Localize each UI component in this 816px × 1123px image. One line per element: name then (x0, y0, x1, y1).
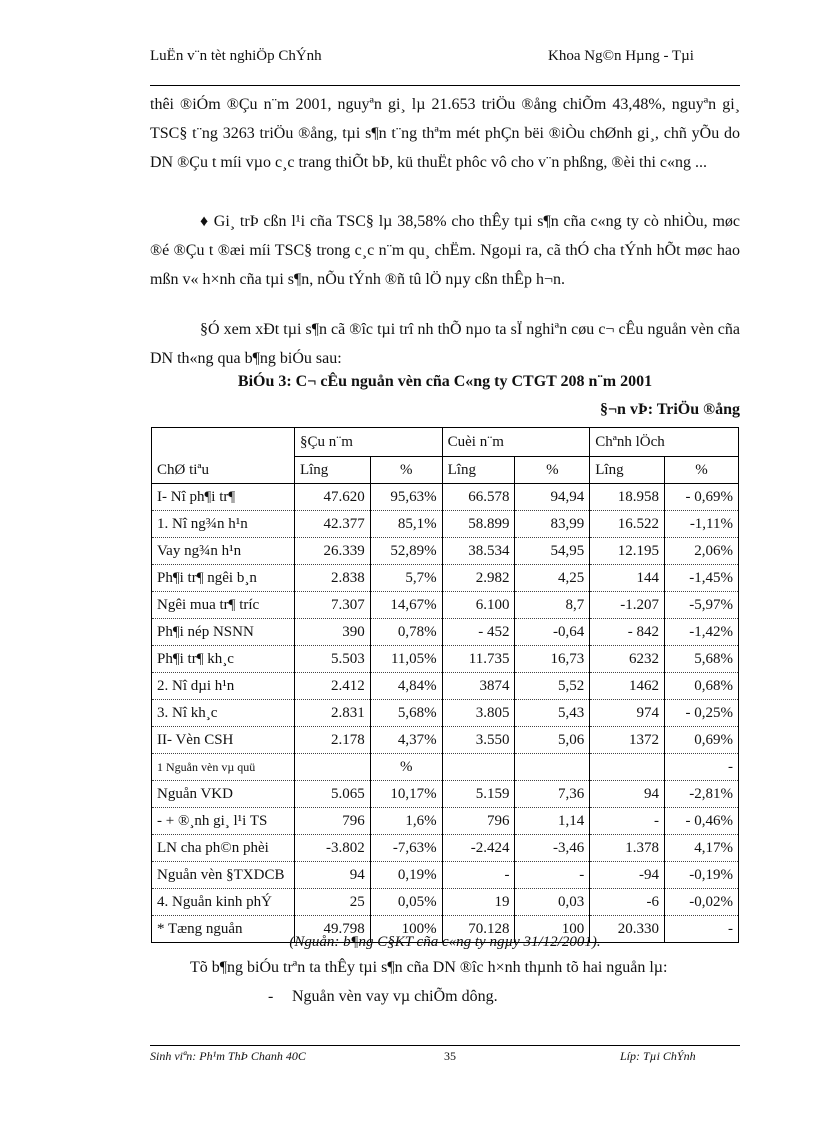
cell-end-percent: 83,99 (515, 511, 590, 538)
cell-start-amount: 26.339 (294, 538, 370, 565)
cell-start-percent: 10,17% (370, 781, 442, 808)
cell-diff-percent: -2,81% (665, 781, 739, 808)
cell-end-amount: 2.982 (442, 565, 515, 592)
cell-diff-amount: 144 (590, 565, 665, 592)
footer-student: Sinh viªn: Ph¹m ThÞ Chanh 40C (150, 1049, 306, 1063)
cell-end-amount: 3.805 (442, 700, 515, 727)
cell-diff-percent: 5,68% (665, 646, 739, 673)
cell-indicator: 1 Nguån vèn vµ quü (152, 754, 295, 781)
cell-diff-amount: 1462 (590, 673, 665, 700)
cell-indicator: LN cha ph©n phèi (152, 835, 295, 862)
cell-start-percent: 5,68% (370, 700, 442, 727)
cell-indicator: Ph¶i tr¶ ngêi b¸n (152, 565, 295, 592)
cell-end-percent: 5,06 (515, 727, 590, 754)
cell-start-percent: 4,37% (370, 727, 442, 754)
cell-diff-percent: -5,97% (665, 592, 739, 619)
col-group-end-year: Cuèi n¨m (442, 428, 590, 457)
cell-start-percent: -7,63% (370, 835, 442, 862)
cell-diff-amount (590, 754, 665, 781)
paragraph-1: thêi ®iÓm ®Çu n¨m 2001, nguyªn gi¸ lµ 21.653 triÖu ®ång chiÕm 43,48%, nguyªn gi¸ TSC§ t¨ng 3263 triÖu ®ång, tµi s¶n t¨ng thªm mét phÇn bëi ®iÒu chØnh gi¸, chñ yÕu do DN ®Çu t míi vµo c¸c trang thiÕt bÞ, kü thuËt phôc vô cho v¨n phßng, ®èi thi c«ng ... (150, 96, 740, 171)
cell-end-percent: 5,43 (515, 700, 590, 727)
cell-diff-percent: - (665, 754, 739, 781)
table-row (152, 646, 739, 673)
sub-header-percent: % (370, 457, 442, 484)
cell-indicator: I- Nî ph¶i tr¶ (152, 484, 295, 511)
cell-end-amount: 3874 (442, 673, 515, 700)
header-right-title: Khoa Ng©n Hµng - Tµi (548, 48, 694, 64)
table-title: BiÓu 3: C¬ cÊu nguån vèn cña C«ng ty CTGT 208 n¨m 2001 (237, 373, 653, 390)
table-source-note: (Nguån: b¶ng C§KT cña c«ng ty ngµy 31/12/2001). (289, 934, 601, 950)
footer-class: Líp: Tµi ChÝnh (620, 1049, 696, 1063)
cell-end-percent: 0,03 (515, 889, 590, 916)
footer-rule (150, 1045, 740, 1046)
cell-end-amount: 38.534 (442, 538, 515, 565)
cell-start-amount: 94 (294, 862, 370, 889)
table-row (152, 673, 739, 700)
cell-end-amount: 70.128 (442, 916, 515, 943)
cell-indicator: * Tæng nguån (152, 916, 295, 943)
cell-end-amount: 66.578 (442, 484, 515, 511)
cell-indicator: Nguån VKD (152, 781, 295, 808)
cell-indicator: Ph¶i nép NSNN (152, 619, 295, 646)
cell-start-amount: -3.802 (294, 835, 370, 862)
cell-start-amount: 5.065 (294, 781, 370, 808)
cell-indicator: 1. Nî ng¾n h¹n (152, 511, 295, 538)
cell-end-amount: -2.424 (442, 835, 515, 862)
sub-header-percent: % (515, 457, 590, 484)
cell-start-amount: 2.838 (294, 565, 370, 592)
cell-start-amount: 2.178 (294, 727, 370, 754)
col-header-indicator: ChØ tiªu (152, 428, 295, 484)
cell-indicator: II- Vèn CSH (152, 727, 295, 754)
table-row (152, 484, 739, 511)
cell-start-amount: 7.307 (294, 592, 370, 619)
table-row (152, 592, 739, 619)
cell-diff-amount: 16.522 (590, 511, 665, 538)
cell-diff-amount: 18.958 (590, 484, 665, 511)
cell-diff-amount: -94 (590, 862, 665, 889)
cell-end-percent: 4,25 (515, 565, 590, 592)
cell-indicator: Nguån vèn §TXDCB (152, 862, 295, 889)
cell-start-amount: 49.798 (294, 916, 370, 943)
cell-start-percent: 0,78% (370, 619, 442, 646)
cell-diff-percent: -1,11% (665, 511, 739, 538)
cell-indicator: Vay ng¾n h¹n (152, 538, 295, 565)
cell-end-amount: 58.899 (442, 511, 515, 538)
cell-start-amount: 390 (294, 619, 370, 646)
cell-end-amount: 6.100 (442, 592, 515, 619)
table-row (152, 862, 739, 889)
cell-diff-amount: 20.330 (590, 916, 665, 943)
cell-diff-amount: 974 (590, 700, 665, 727)
cell-diff-percent: 0,69% (665, 727, 739, 754)
sub-header-amount: Lîng (294, 457, 370, 484)
cell-diff-percent: -0,02% (665, 889, 739, 916)
cell-diff-percent: - 0,25% (665, 700, 739, 727)
cell-end-amount: 3.550 (442, 727, 515, 754)
cell-indicator: Ngêi mua tr¶ tríc (152, 592, 295, 619)
cell-diff-percent: - 0,69% (665, 484, 739, 511)
col-group-difference: Chªnh lÖch (590, 428, 739, 457)
table-row (152, 754, 739, 781)
capital-structure-table (151, 427, 739, 943)
cell-end-percent: 7,36 (515, 781, 590, 808)
cell-end-amount: 19 (442, 889, 515, 916)
table-row (152, 619, 739, 646)
cell-end-percent: - (515, 862, 590, 889)
cell-end-percent: 54,95 (515, 538, 590, 565)
cell-end-amount: - (442, 862, 515, 889)
cell-indicator: 3. Nî kh¸c (152, 700, 295, 727)
cell-end-amount: 11.735 (442, 646, 515, 673)
cell-diff-amount: 1372 (590, 727, 665, 754)
cell-start-amount: 5.503 (294, 646, 370, 673)
sub-header-amount: Lîng (442, 457, 515, 484)
header-rule (150, 85, 740, 86)
cell-end-percent: 5,52 (515, 673, 590, 700)
table-row (152, 808, 739, 835)
cell-end-percent: 1,14 (515, 808, 590, 835)
cell-diff-percent: - (665, 916, 739, 943)
cell-start-amount: 47.620 (294, 484, 370, 511)
table-row (152, 727, 739, 754)
table-row (152, 538, 739, 565)
cell-indicator: - + ®¸nh gi¸ l¹i TS (152, 808, 295, 835)
table-row (152, 700, 739, 727)
cell-start-percent: 4,84% (370, 673, 442, 700)
cell-indicator: 2. Nî dµi h¹n (152, 673, 295, 700)
cell-diff-percent: 2,06% (665, 538, 739, 565)
cell-end-percent: 8,7 (515, 592, 590, 619)
page-number: 35 (444, 1049, 456, 1063)
cell-diff-amount: 1.378 (590, 835, 665, 862)
bullet-dash: - (268, 988, 274, 1005)
cell-end-percent: -3,46 (515, 835, 590, 862)
table-row (152, 889, 739, 916)
table-header-row (152, 428, 739, 457)
header-left-title: LuËn v¨n tèt nghiÖp ChÝnh (150, 48, 322, 64)
cell-start-percent: 85,1% (370, 511, 442, 538)
cell-end-percent: 94,94 (515, 484, 590, 511)
cell-start-percent: 0,19% (370, 862, 442, 889)
table-row (152, 835, 739, 862)
cell-diff-amount: 6232 (590, 646, 665, 673)
cell-diff-amount: - (590, 808, 665, 835)
cell-end-percent (515, 754, 590, 781)
table-row (152, 565, 739, 592)
cell-end-percent: 100 (515, 916, 590, 943)
cell-diff-percent: -1,42% (665, 619, 739, 646)
cell-start-percent: 14,67% (370, 592, 442, 619)
table-row (152, 511, 739, 538)
cell-end-amount (442, 754, 515, 781)
cell-diff-percent: -0,19% (665, 862, 739, 889)
cell-start-amount: 42.377 (294, 511, 370, 538)
cell-start-percent: 100% (370, 916, 442, 943)
cell-start-percent: 1,6% (370, 808, 442, 835)
cell-indicator: 4. Nguån kinh phÝ (152, 889, 295, 916)
cell-start-percent: 11,05% (370, 646, 442, 673)
paragraph-4: Tõ b¶ng biÓu trªn ta thÊy tµi s¶n cña DN ®îc h×nh thµnh tõ hai nguån lµ: (190, 959, 668, 976)
col-group-start-year: §Çu n¨m (294, 428, 442, 457)
cell-diff-amount: -1.207 (590, 592, 665, 619)
cell-diff-percent: 0,68% (665, 673, 739, 700)
cell-start-amount: 2.412 (294, 673, 370, 700)
bullet-item (268, 988, 498, 1006)
cell-start-percent: 95,63% (370, 484, 442, 511)
paragraph-2: ♦ Gi¸ trÞ cßn l¹i cña TSC§ lµ 38,58% cho thÊy tµi s¶n cña c«ng ty cò nhiÒu, møc ®é ®Çu t ®æi míi TSC§ trong c¸c n¨m qu¸ chËm. Ngoµi ra, cã thÓ cha tÝnh hÕt møc hao mßn v« h×nh cña tµi s¶n, nÕu tÝnh ®ñ tû lÖ nµy cßn thÊp h¬n. (150, 213, 740, 288)
cell-start-amount: 25 (294, 889, 370, 916)
cell-end-percent: 16,73 (515, 646, 590, 673)
cell-indicator: Ph¶i tr¶ kh¸c (152, 646, 295, 673)
cell-diff-percent: - 0,46% (665, 808, 739, 835)
cell-start-percent: 52,89% (370, 538, 442, 565)
table-unit: §¬n vÞ: TriÖu ®ång (599, 401, 740, 418)
cell-diff-amount: 94 (590, 781, 665, 808)
cell-start-percent: 0,05% (370, 889, 442, 916)
cell-end-amount: 796 (442, 808, 515, 835)
cell-diff-percent: -1,45% (665, 565, 739, 592)
bullet-text: Nguån vèn vay vµ chiÕm dông. (292, 988, 498, 1005)
cell-diff-amount: 12.195 (590, 538, 665, 565)
cell-start-percent: 5,7% (370, 565, 442, 592)
table-row (152, 781, 739, 808)
cell-end-amount: 5.159 (442, 781, 515, 808)
cell-diff-amount: - 842 (590, 619, 665, 646)
sub-header-percent: % (665, 457, 739, 484)
cell-diff-percent: 4,17% (665, 835, 739, 862)
paragraph-3: §Ó xem xÐt tµi s¶n cã ®îc tµi trî nh thÕ nµo ta sÏ nghiªn cøu c¬ cÊu nguån vèn cña DN th«ng qua b¶ng biÓu sau: (150, 321, 740, 367)
cell-start-percent: % (370, 754, 442, 781)
cell-diff-amount: -6 (590, 889, 665, 916)
cell-end-amount: - 452 (442, 619, 515, 646)
cell-start-amount (294, 754, 370, 781)
cell-start-amount: 796 (294, 808, 370, 835)
sub-header-amount: Lîng (590, 457, 665, 484)
cell-end-percent: -0,64 (515, 619, 590, 646)
cell-start-amount: 2.831 (294, 700, 370, 727)
